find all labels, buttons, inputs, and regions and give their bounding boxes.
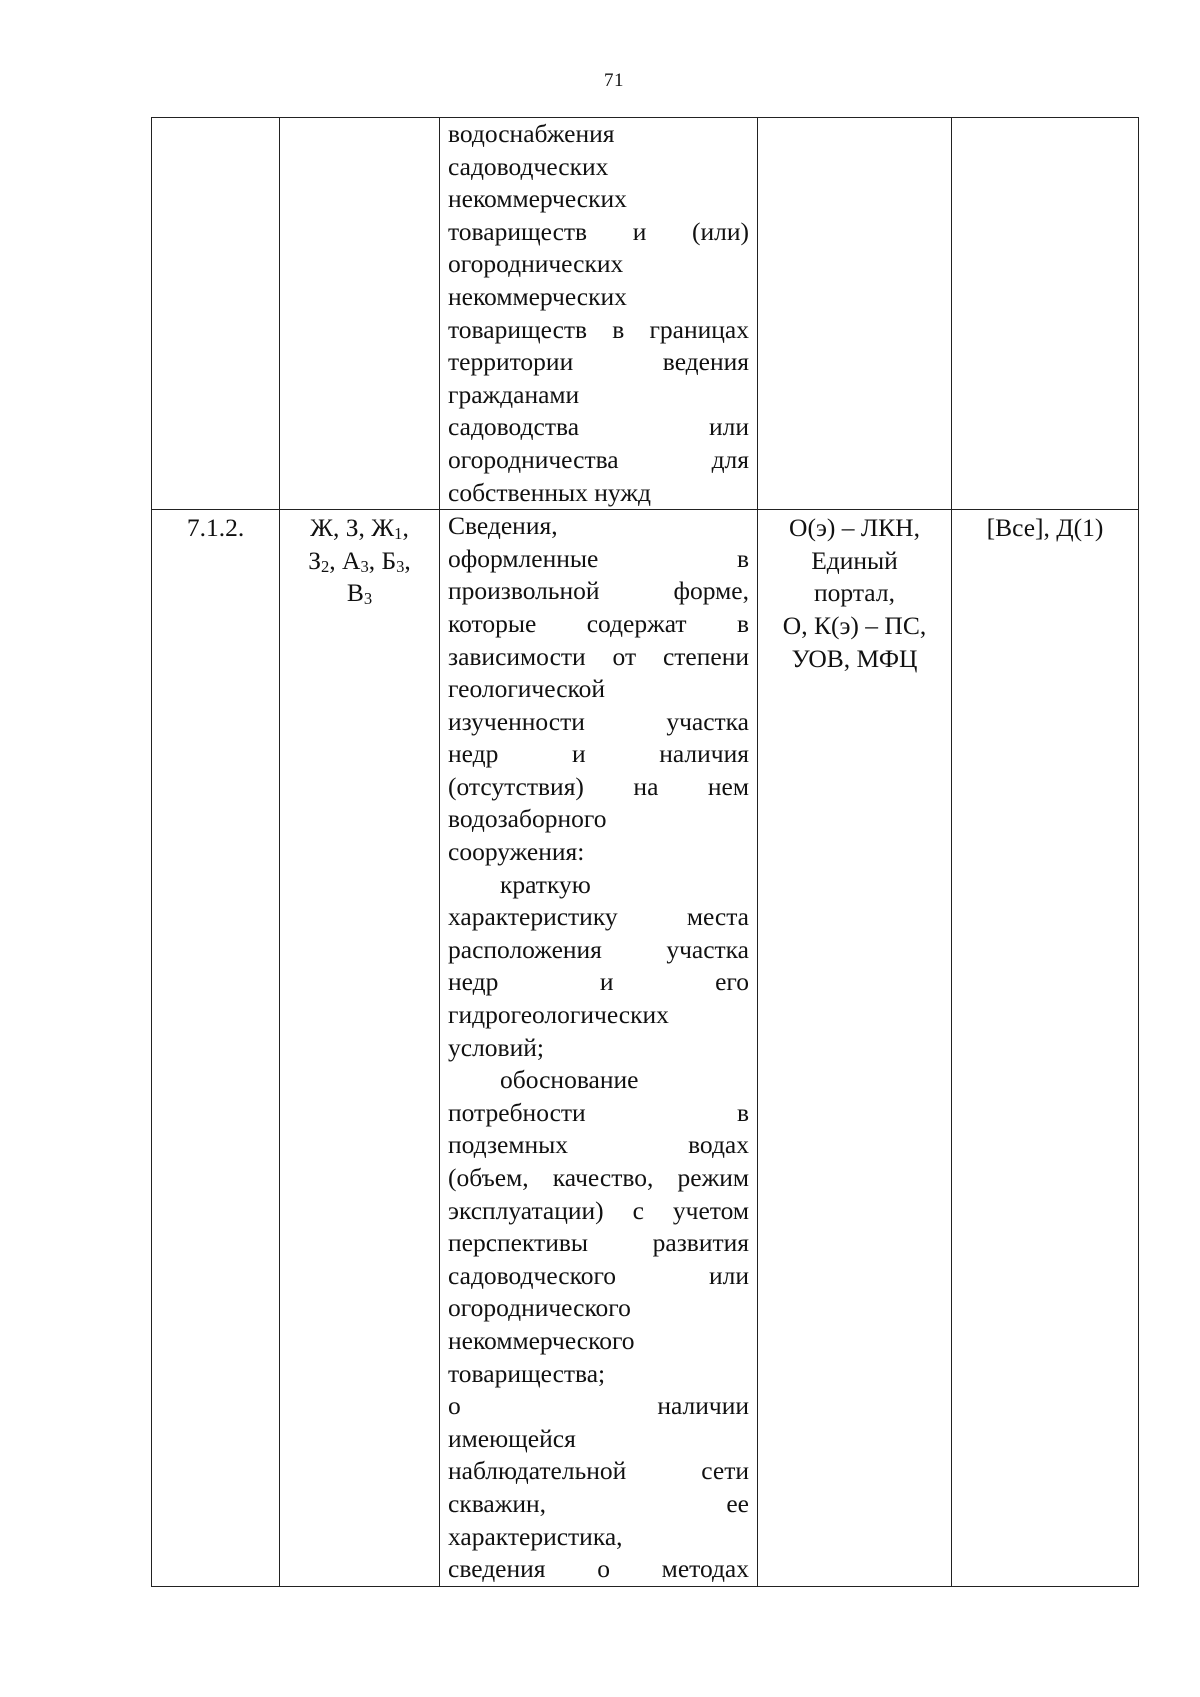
desc-line: перспективы развития	[448, 1228, 749, 1258]
zones-text	[280, 510, 439, 610]
submission-line: О(э) – ЛКН,	[789, 513, 920, 543]
submission-line: УОВ, МФЦ	[791, 643, 918, 673]
desc-line: территории ведения	[448, 347, 749, 377]
zones-line-3: $В_3$	[346, 578, 373, 609]
cell-submission	[758, 510, 952, 1587]
desc-line: характеристику места	[448, 902, 749, 932]
desc-line: огороднического	[448, 1293, 631, 1323]
item-number: 7.1.2.	[186, 513, 245, 543]
zones-line-1: Ж, З, $Ж_1$,	[310, 513, 409, 544]
desc-line: собственных нужд	[448, 477, 651, 507]
description-text	[440, 118, 757, 509]
desc-line: недр и наличия	[448, 739, 749, 769]
cell-applicants-empty	[952, 118, 1139, 510]
submission-line: Единый	[811, 545, 898, 575]
desc-line: садоводческого или	[448, 1260, 749, 1290]
desc-line: подземных водах	[448, 1130, 749, 1160]
cell-zones-empty	[280, 118, 440, 510]
cell-number	[152, 510, 280, 1587]
desc-line: эксплуатации) с учетом	[448, 1195, 749, 1225]
desc-line: потребности в	[448, 1097, 749, 1127]
desc-line: изученности участка	[448, 706, 749, 736]
desc-line: условий;	[448, 1032, 544, 1062]
desc-line: товариществ и (или)	[448, 216, 749, 246]
cell-submission-empty	[758, 118, 952, 510]
submission-text	[758, 510, 951, 675]
cell-number-empty	[152, 118, 280, 510]
desc-line: которые содержат в	[448, 608, 749, 638]
desc-line: гидрогеологических	[448, 1000, 669, 1030]
desc-line: краткую	[500, 869, 591, 899]
cell-applicants	[952, 510, 1139, 1587]
table-row-7-1-2	[152, 510, 1139, 1587]
desc-line: огороднических	[448, 249, 624, 279]
desc-line: водозаборного	[448, 804, 607, 834]
desc-line: Сведения,	[448, 511, 558, 541]
desc-line: товарищества;	[448, 1358, 606, 1388]
desc-line: геологической	[448, 674, 606, 704]
desc-line: гражданами	[448, 379, 580, 409]
desc-line: скважин, ее	[448, 1488, 749, 1518]
desc-line: недр и его	[448, 967, 749, 997]
submission-line: О, К(э) – ПС,	[782, 610, 927, 640]
description-text	[440, 510, 757, 1586]
desc-line: оформленные в	[448, 543, 749, 573]
cell-description	[440, 510, 758, 1587]
desc-line: некоммерческих	[448, 184, 627, 214]
desc-line: товариществ в границах	[448, 314, 749, 344]
desc-line: водоснабжения	[448, 119, 615, 148]
cell-description-continued	[440, 118, 758, 510]
desc-line: садоводства или	[448, 412, 749, 442]
desc-line: сведения о методах	[448, 1554, 749, 1584]
desc-line: сооружения:	[448, 837, 585, 867]
desc-line: о наличии	[448, 1391, 749, 1421]
desc-line: характеристика,	[448, 1521, 623, 1551]
desc-line: (отсутствия) на нем	[448, 771, 749, 801]
desc-line: садоводческих	[448, 151, 609, 181]
desc-line: огородничества для	[448, 444, 749, 474]
requirements-table	[151, 117, 1139, 1587]
zones-line-2: $З_2$, $А_3$, $Б_3$,	[308, 545, 411, 576]
page-number: 71	[604, 70, 624, 91]
cell-zones	[280, 510, 440, 1587]
applicants-text: [Все], Д(1)	[986, 513, 1104, 543]
desc-line: некоммерческих	[448, 281, 627, 311]
desc-line: произвольной форме,	[448, 576, 749, 606]
table-row-continued	[152, 118, 1139, 510]
desc-line: обоснование	[500, 1065, 639, 1095]
submission-line: портал,	[814, 578, 895, 608]
desc-line: некоммерческого	[448, 1325, 635, 1355]
desc-line: зависимости от степени	[448, 641, 749, 671]
desc-line: (объем, качество, режим	[448, 1163, 749, 1192]
desc-line: наблюдательной сети	[448, 1456, 749, 1486]
desc-line: имеющейся	[448, 1423, 576, 1453]
desc-line: расположения участка	[448, 934, 749, 964]
